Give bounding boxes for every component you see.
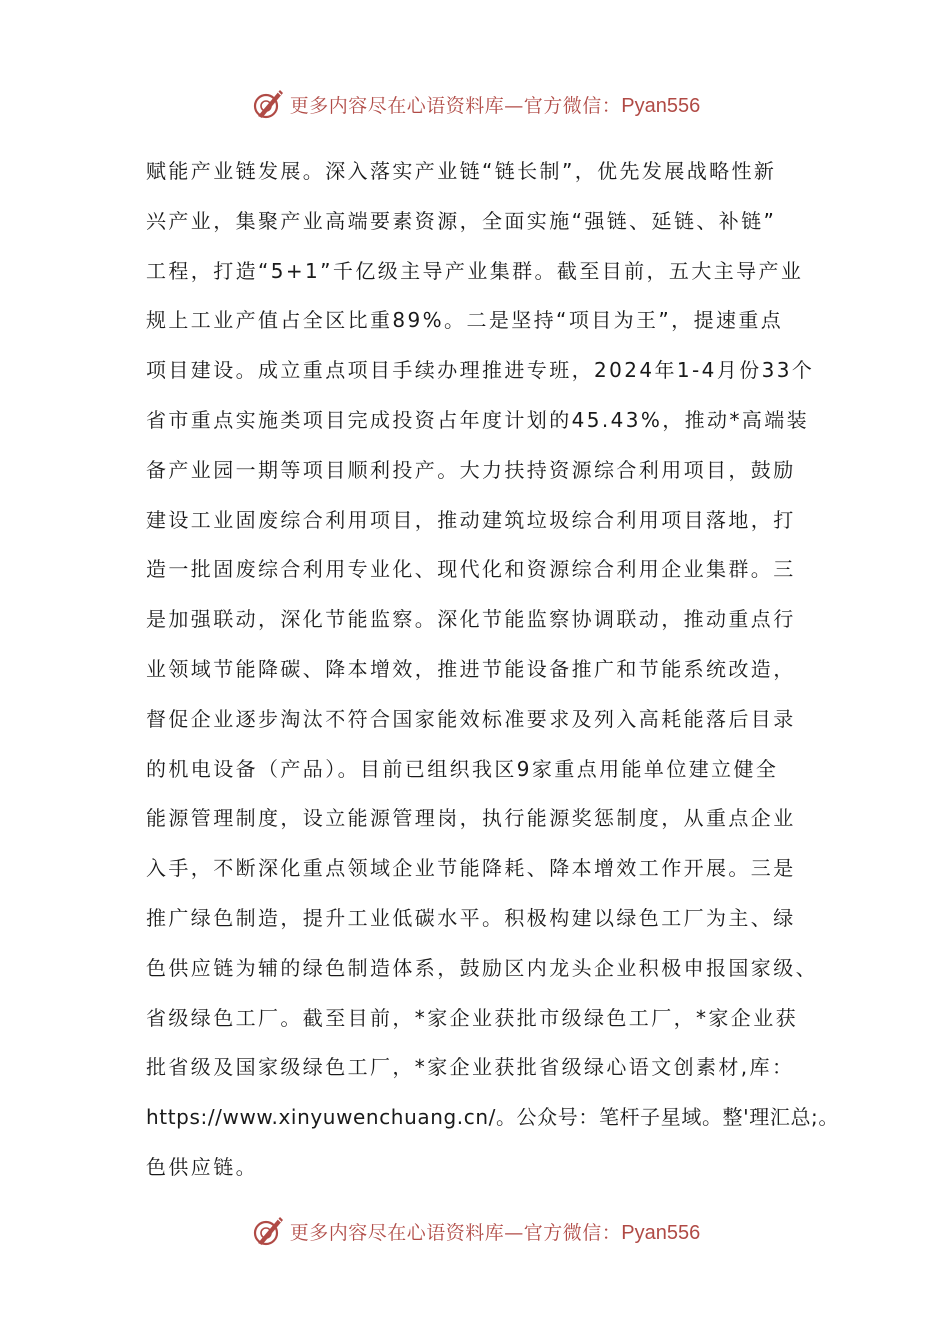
document-body [146, 151, 839, 1197]
body-line: 项目建设。成立重点项目手续办理推进专班，2024年1-4月份33个 [146, 358, 815, 383]
body-line: 省级绿色工厂。截至目前，*家企业获批市级绿色工厂，*家企业获 [146, 1005, 798, 1030]
body-line: 色供应链。 [146, 1154, 258, 1179]
body-line: 批省级及国家级绿色工厂，*家企业获批省级绿心语文创素材,库： [146, 1055, 795, 1080]
quill-logo-icon [250, 1213, 286, 1249]
body-line: 建设工业固废综合利用项目，推动建筑垃圾综合利用项目落地，打 [146, 507, 796, 532]
body-line: 备产业园一期等项目顺利投产。大力扶持资源综合利用项目，鼓励 [146, 457, 796, 482]
body-line: 能源管理制度，设立能源管理岗，执行能源奖惩制度，从重点企业 [146, 806, 796, 831]
body-line: 省市重点实施类项目完成投资占年度计划的45.43%，推动*高端装 [146, 407, 810, 432]
body-line-url: https://www.xinyuwenchuang.cn/。公众号：笔杆子星域。整'理汇总;。 [146, 1105, 839, 1130]
header-banner [0, 84, 950, 124]
header-banner-wechat-id: Pyan556 [621, 94, 701, 117]
header-banner-text [290, 91, 700, 118]
footer-banner-text [290, 1218, 700, 1245]
quill-logo-icon [250, 86, 286, 122]
body-line: 入手，不断深化重点领域企业节能降耗、降本增效工作开展。三是 [146, 856, 796, 881]
body-line: 规上工业产值占全区比重89%。二是坚持“项目为王”，提速重点 [146, 308, 784, 333]
body-line: 推广绿色制造，提升工业低碳水平。积极构建以绿色工厂为主、绿 [146, 905, 796, 930]
footer-banner-wechat-id: Pyan556 [621, 1221, 701, 1244]
body-line: 的机电设备（产品）。目前已组织我区9家重点用能单位建立健全 [146, 756, 779, 781]
body-line: 造一批固废综合利用专业化、现代化和资源综合利用企业集群。三 [146, 557, 796, 582]
body-line: 督促企业逐步淘汰不符合国家能效标准要求及列入高耗能落后目录 [146, 706, 796, 731]
header-banner-cn: 更多内容尽在心语资料库—官方微信： [289, 94, 622, 117]
body-line: 业领域节能降碳、降本增效，推进节能设备推广和节能系统改造， [146, 656, 796, 681]
footer-banner [0, 1211, 950, 1251]
body-line: 赋能产业链发展。深入落实产业链“链长制”，优先发展战略性新 [146, 159, 777, 183]
body-line: 色供应链为辅的绿色制造体系，鼓励区内龙头企业积极申报国家级、 [146, 955, 818, 980]
body-line: 工程，打造“5+1”千亿级主导产业集群。截至目前，五大主导产业 [146, 258, 804, 283]
body-line: 是加强联动，深化节能监察。深化节能监察协调联动，推动重点行 [146, 607, 796, 632]
footer-banner-cn: 更多内容尽在心语资料库—官方微信： [289, 1221, 622, 1244]
body-line: 兴产业，集聚产业高端要素资源，全面实施“强链、延链、补链” [146, 208, 777, 233]
